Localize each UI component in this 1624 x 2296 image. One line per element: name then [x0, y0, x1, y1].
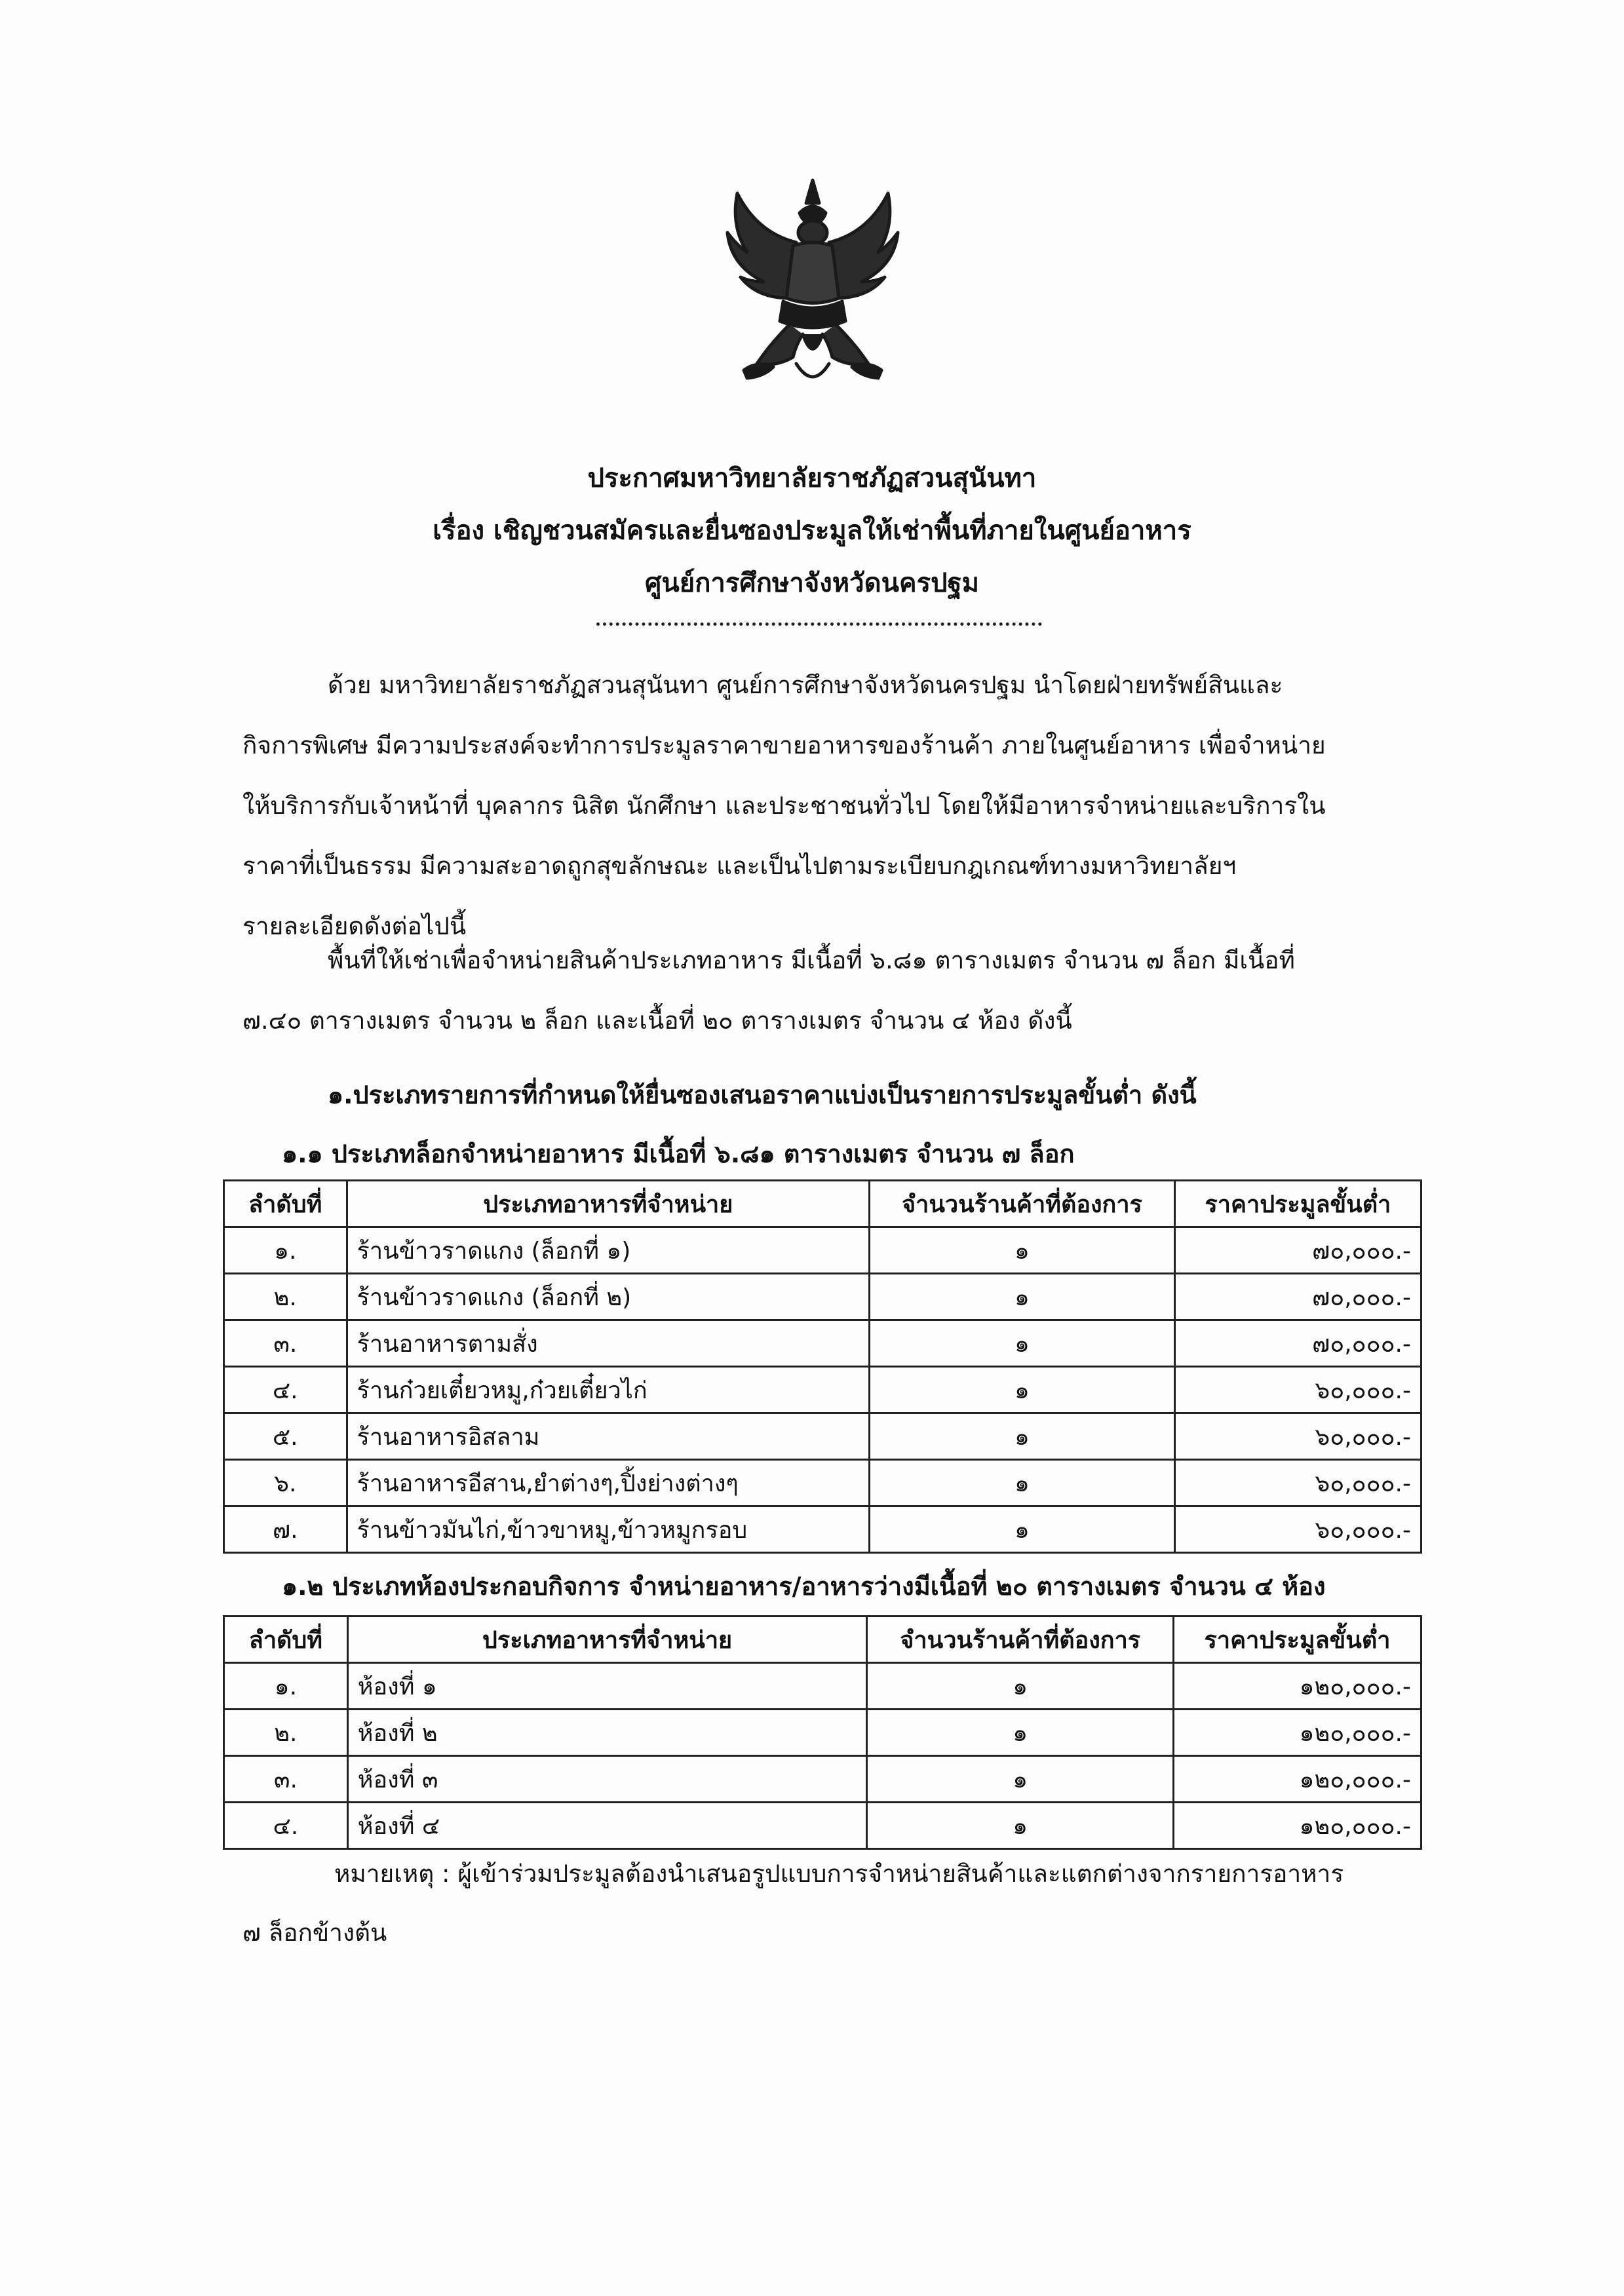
table-row: [224, 1460, 1421, 1506]
title-line-3: ศูนย์การศึกษาจังหวัดนครปฐม: [645, 568, 979, 598]
cell-count: ๑: [867, 1663, 1174, 1710]
cell-type: ห้องที่ ๑: [347, 1663, 867, 1710]
table-row: [224, 1663, 1421, 1710]
cell-price: ๑๒๐,๐๐๐.-: [1174, 1710, 1421, 1756]
table-header-row: [224, 1181, 1421, 1227]
cell-no: ๔.: [224, 1367, 347, 1413]
section-1-heading: ๑.ประเภทรายการที่กำหนดให้ยื่นซองเสนอราคาแบ่งเป็นรายการประมูลขั้นต่ำ ดังนี้: [328, 1081, 1197, 1109]
area-line: พื้นที่ให้เช่าเพื่อจำหน่ายสินค้าประเภทอาหาร มีเนื้อที่ ๖.๘๑ ตารางเมตร จำนวน ๗ ล็อก มีเนื้อที่: [328, 946, 1295, 974]
table-row: [224, 1756, 1421, 1803]
table-row: [224, 1803, 1421, 1849]
cell-price: ๗๐,๐๐๐.-: [1174, 1320, 1421, 1367]
cell-price: ๖๐,๐๐๐.-: [1174, 1413, 1421, 1460]
table-row: [224, 1367, 1421, 1413]
table-1-heading: ๑.๑ ประเภทล็อกจำหน่ายอาหาร มีเนื้อที่ ๖.๘๑ ตารางเมตร จำนวน ๗ ล็อก: [282, 1139, 1075, 1168]
cell-type: ร้านอาหารอิสลาม: [347, 1413, 870, 1460]
cell-type: ห้องที่ ๓: [347, 1756, 867, 1803]
intro-line: กิจการพิเศษ มีความประสงค์จะทำการประมูลราคาขายอาหารของร้านค้า ภายในศูนย์อาหาร เพื่อจำหน่าย: [242, 731, 1326, 759]
table-row: [224, 1320, 1421, 1367]
announcement-title: [0, 452, 1624, 609]
cell-type: ร้านข้าวมันไก่,ข้าวขาหมู,ข้าวหมูกรอบ: [347, 1506, 870, 1553]
note-line-2: ๗ ล็อกข้างต้น: [242, 1919, 387, 1947]
header-type: ประเภทอาหารที่จำหน่าย: [347, 1617, 867, 1663]
intro-line: ให้บริการกับเจ้าหน้าที่ บุคลากร นิสิต นักศึกษา และประชาชนทั่วไป โดยให้มีอาหารจำหน่ายและบริการใน: [242, 792, 1326, 820]
cell-no: ๕.: [224, 1413, 347, 1460]
cell-no: ๒.: [224, 1274, 347, 1320]
cell-count: ๑: [870, 1413, 1175, 1460]
intro-paragraph: [242, 655, 1416, 957]
cell-count: ๑: [870, 1227, 1175, 1274]
cell-type: ร้านก๋วยเตี๋ยวหมู,ก๋วยเตี๋ยวไก่: [347, 1367, 870, 1413]
cell-no: ๓.: [224, 1756, 348, 1803]
area-paragraph: [242, 930, 1416, 1051]
cell-no: ๑.: [224, 1227, 347, 1274]
cell-count: ๑: [870, 1460, 1175, 1506]
intro-line: ราคาที่เป็นธรรม มีความสะอาดถูกสุขลักษณะ และเป็นไปตามระเบียบกฎเกณฑ์ทางมหาวิทยาลัยฯ: [242, 852, 1237, 880]
cell-count: ๑: [870, 1274, 1175, 1320]
header-type: ประเภทอาหารที่จำหน่าย: [347, 1181, 870, 1227]
cell-price: ๗๐,๐๐๐.-: [1174, 1274, 1421, 1320]
cell-no: ๔.: [224, 1803, 348, 1849]
cell-price: ๖๐,๐๐๐.-: [1174, 1506, 1421, 1553]
garuda-emblem-icon: [718, 167, 908, 393]
cell-count: ๑: [867, 1756, 1174, 1803]
cell-type: ร้านอาหารอีสาน,ยำต่างๆ,ปิ้งย่างต่างๆ: [347, 1460, 870, 1506]
note-line-1: หมายเหตุ : ผู้เข้าร่วมประมูลต้องนำเสนอรูปแบบการจำหน่ายสินค้าและแตกต่างจากรายการอาหาร: [334, 1860, 1344, 1888]
cell-no: ๖.: [224, 1460, 347, 1506]
intro-line: รายละเอียดดังต่อไปนี้: [242, 912, 467, 940]
table-2-heading: ๑.๒ ประเภทห้องประกอบกิจการ จำหน่ายอาหาร/อาหารว่างมีเนื้อที่ ๒๐ ตารางเมตร จำนวน ๔ ห้อง: [282, 1572, 1326, 1601]
table-header-row: [224, 1617, 1421, 1663]
cell-price: ๑๒๐,๐๐๐.-: [1174, 1756, 1421, 1803]
cell-type: ร้านอาหารตามสั่ง: [347, 1320, 870, 1367]
cell-no: ๑.: [224, 1663, 348, 1710]
table-row: [224, 1710, 1421, 1756]
title-line-1: ประกาศมหาวิทยาลัยราชภัฏสวนสุนันทา: [587, 463, 1037, 493]
cell-type: ร้านข้าวราดแกง (ล็อกที่ ๑): [347, 1227, 870, 1274]
header-no: ลำดับที่: [224, 1181, 347, 1227]
cell-type: ห้องที่ ๒: [347, 1710, 867, 1756]
cell-price: ๖๐,๐๐๐.-: [1174, 1367, 1421, 1413]
table-row: [224, 1274, 1421, 1320]
table-row: [224, 1227, 1421, 1274]
header-count: จำนวนร้านค้าที่ต้องการ: [870, 1181, 1175, 1227]
area-line: ๗.๔๐ ตารางเมตร จำนวน ๒ ล็อก และเนื้อที่ ๒๐ ตารางเมตร จำนวน ๔ ห้อง ดังนี้: [242, 1006, 1072, 1035]
stall-price-table: [223, 1179, 1422, 1554]
cell-no: ๗.: [224, 1506, 347, 1553]
cell-price: ๑๒๐,๐๐๐.-: [1174, 1663, 1421, 1710]
cell-price: ๑๒๐,๐๐๐.-: [1174, 1803, 1421, 1849]
header-price: ราคาประมูลขั้นต่ำ: [1174, 1617, 1421, 1663]
table-row: [224, 1506, 1421, 1553]
intro-line: ด้วย มหาวิทยาลัยราชภัฏสวนสุนันทา ศูนย์การศึกษาจังหวัดนครปฐม นำโดยฝ่ายทรัพย์สินและ: [328, 671, 1283, 699]
cell-count: ๑: [870, 1320, 1175, 1367]
cell-count: ๑: [870, 1367, 1175, 1413]
cell-no: ๓.: [224, 1320, 347, 1367]
cell-count: ๑: [870, 1506, 1175, 1553]
cell-price: ๖๐,๐๐๐.-: [1174, 1460, 1421, 1506]
cell-count: ๑: [867, 1803, 1174, 1849]
title-line-2: เรื่อง เชิญชวนสมัครและยื่นซองประมูลให้เช่าพื้นที่ภายในศูนย์อาหาร: [433, 516, 1191, 546]
header-price: ราคาประมูลขั้นต่ำ: [1174, 1181, 1421, 1227]
cell-price: ๗๐,๐๐๐.-: [1174, 1227, 1421, 1274]
header-count: จำนวนร้านค้าที่ต้องการ: [867, 1617, 1174, 1663]
header-no: ลำดับที่: [224, 1617, 348, 1663]
cell-type: ร้านข้าวราดแกง (ล็อกที่ ๒): [347, 1274, 870, 1320]
cell-type: ห้องที่ ๔: [347, 1803, 867, 1849]
cell-no: ๒.: [224, 1710, 348, 1756]
table-row: [224, 1413, 1421, 1460]
room-price-table: [223, 1615, 1422, 1850]
dotted-divider: [596, 622, 1042, 626]
cell-count: ๑: [867, 1710, 1174, 1756]
